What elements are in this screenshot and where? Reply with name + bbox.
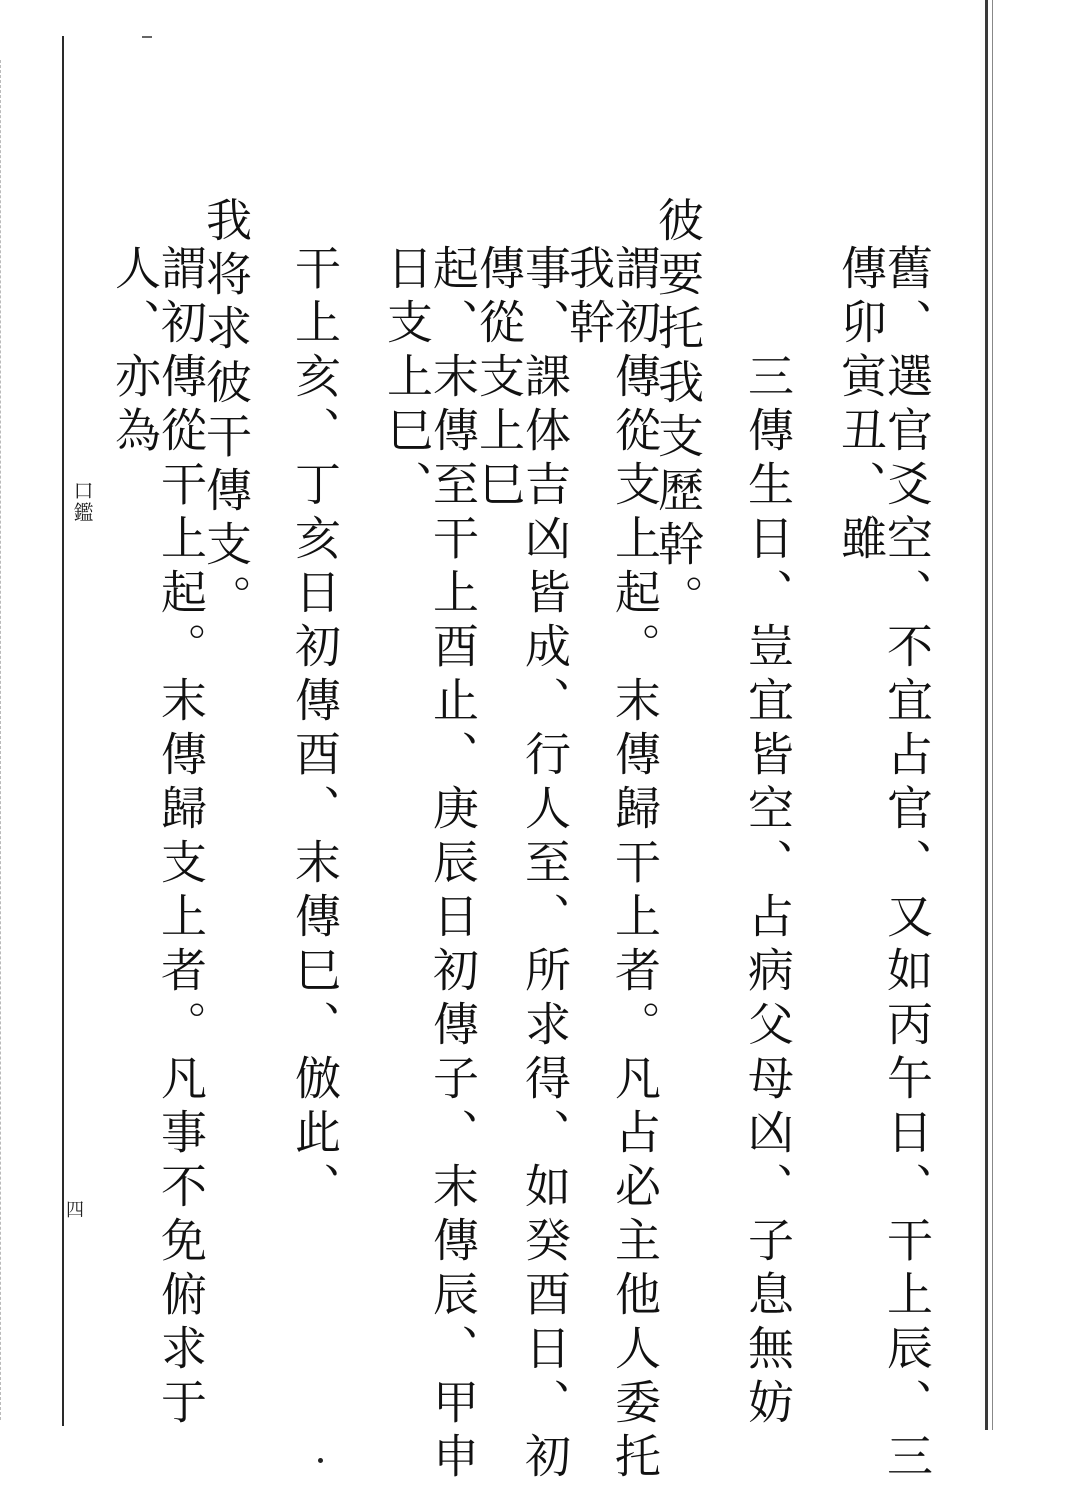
text-column-1: 舊、選官爻空、不宜占官、又如丙午日、干上辰、三傳卯寅丑、雖	[834, 244, 934, 1486]
left-border-line	[62, 36, 64, 1426]
text-column-9: 謂初傳從干上起。末傳歸支上者。凡事不免俯求于人、亦為	[108, 244, 208, 1432]
heading-column-8: 我将求彼干傳支。	[199, 196, 253, 628]
text-column-7: 干上亥、丁亥日初傳酉、末傳巳、倣此、	[288, 244, 342, 1216]
top-mark	[142, 36, 152, 38]
heading-column-3: 彼要托我支歷幹。	[651, 196, 705, 628]
right-border-line-inner	[992, 0, 993, 1430]
text-column-4: 謂初傳從支上起。末傳歸干上者。凡占必主他人委托我幹	[562, 244, 662, 1486]
text-column-5: 事、課体吉凶皆成、行人至、所求得、如癸酉日、初傳從支上巳	[472, 244, 572, 1486]
ink-dot	[318, 1458, 323, 1463]
right-border-line	[985, 0, 988, 1430]
page-edge	[0, 60, 7, 1420]
text-column-6: 起、末傳至干上酉止、庚辰日初傳子、末傳辰、甲申日支上巳、	[380, 244, 480, 1486]
margin-title: 口鑑	[70, 480, 94, 524]
page-number: 四	[66, 1200, 84, 1221]
text-column-2: 三傳生日、豈宜皆空、占病父母凶、子息無妨	[741, 352, 795, 1432]
